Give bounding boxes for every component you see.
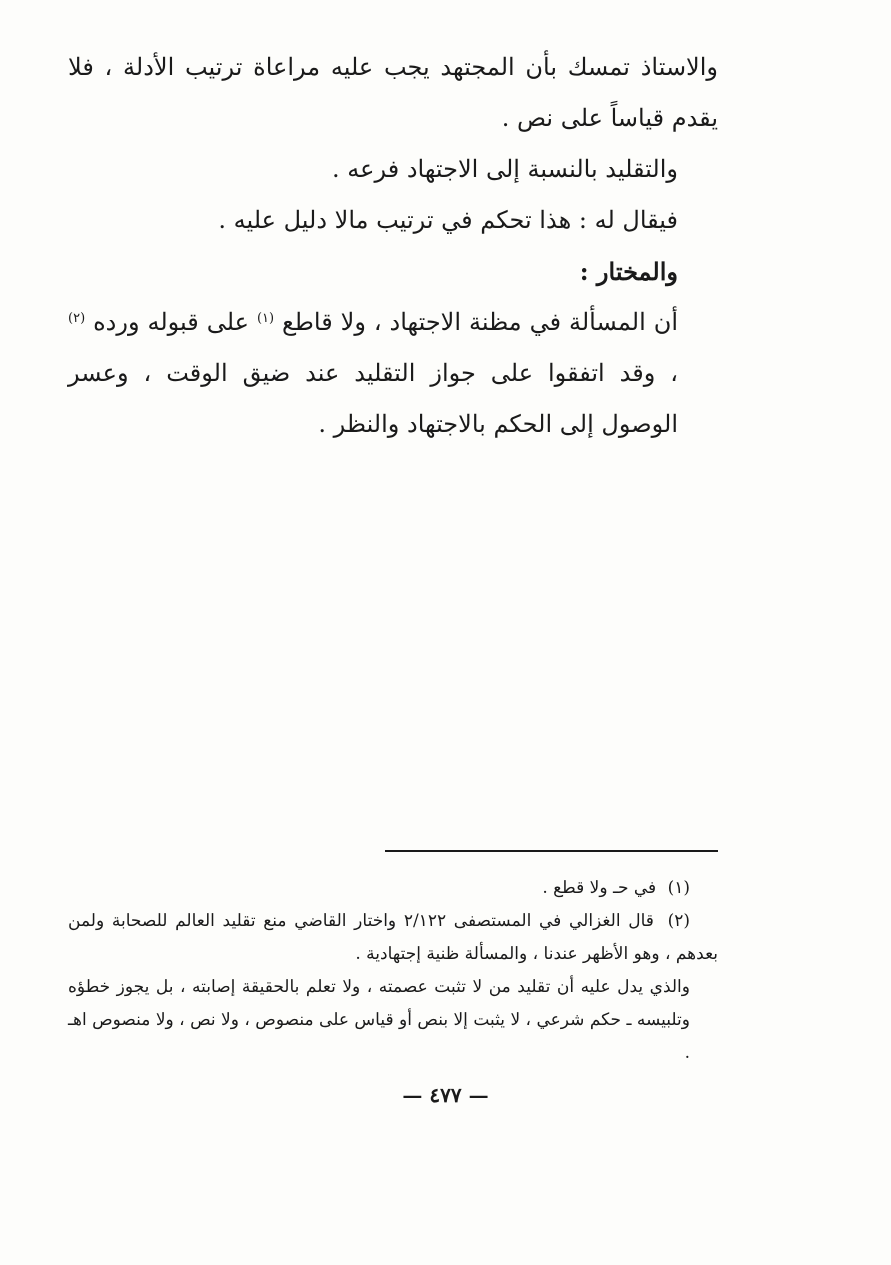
footnote-1-text: في حـ ولا قطع . (542, 878, 657, 898)
section-heading: والمختار : (579, 257, 678, 286)
body-paragraph-4-part-2: على قبوله ورده (93, 308, 249, 336)
page-number: — ٤٧٧ — (402, 1083, 489, 1107)
footnote-2-text: قال الغزالي في المستصفى ٢/١٢٢ واختار القاضي منع تقليد العالم للصحابة ولمن بعدهم ، وهو الأظهر عندنا ، والمسألة ظنية إجتهادية . (68, 911, 718, 964)
body-paragraph-1-line-2: قياساً على نص . (501, 104, 665, 132)
footnote-2-number: (٢) (667, 911, 690, 931)
body-paragraph-3: فيقال له : هذا تحكم في ترتيب مالا دليل عليه . (218, 206, 678, 234)
body-paragraph-1-line-1: والاستاذ تمسك بأن المجتهد يجب عليه مراعاة ترتيب الأدلة ، فلا يقدم (68, 53, 718, 132)
body-paragraph-1 (68, 42, 718, 144)
footnote-ref-2: (٢) (68, 311, 86, 326)
main-text-block (68, 42, 718, 450)
footnote-2 (68, 905, 718, 971)
footnote-ref-1: (١) (256, 311, 275, 326)
footnote-1 (68, 872, 718, 905)
footnote-divider (385, 850, 718, 852)
footnotes-block (68, 872, 718, 1070)
body-paragraph-4-part-1: أن المسألة في مظنة الاجتهاد ، ولا قاطع (282, 308, 678, 336)
body-paragraph-2: والتقليد بالنسبة إلى الاجتهاد فرعه . (332, 155, 678, 183)
body-paragraph-4-part-3: ، وقد اتفقوا على جواز التقليد عند ضيق الوقت ، وعسر الوصول إلى الحكم بالاجتهاد والنظر . (68, 359, 678, 438)
footnote-1-number: (١) (667, 878, 690, 898)
body-paragraph-4 (68, 297, 718, 450)
footnote-2-continuation: والذي يدل عليه أن تقليد من لا تثبت عصمته ، ولا تعلم بالحقيقة إصابته ، بل يجوز خطؤه وتلبيسه ـ حكم شرعي ، لا يثبت إلا بنص أو قياس على منصوص ، ولا نص ، ولا منصوص اهـ . (68, 977, 690, 1063)
